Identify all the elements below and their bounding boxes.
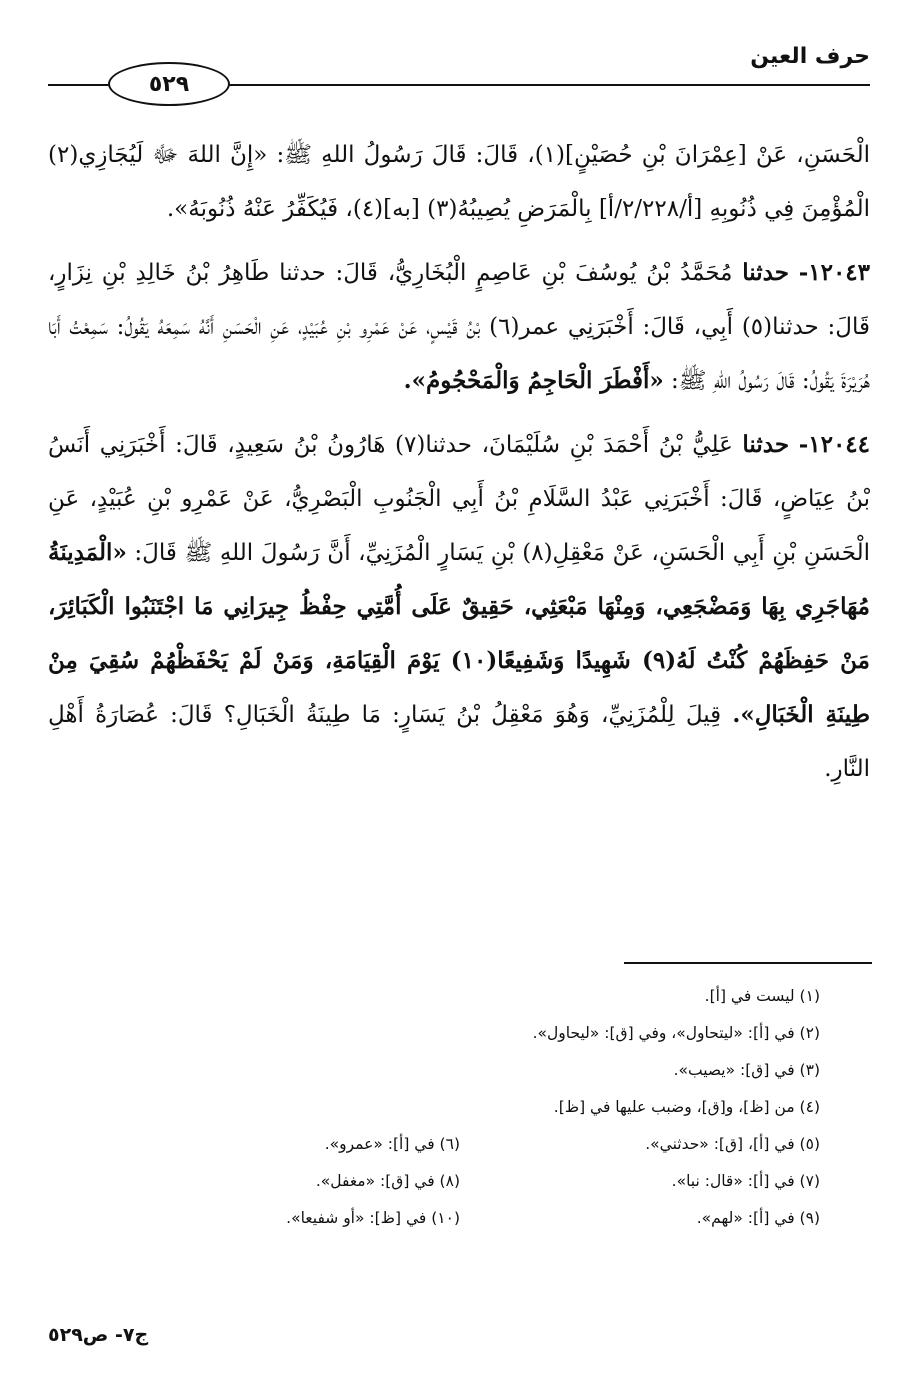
hadith-12044 <box>48 418 870 796</box>
hadith-quote: «أَفْطَرَ الْحَاجِمُ وَالْمَحْجُومُ». <box>403 367 664 394</box>
footnote-7: (٧) في [أ]: «قال: نبا». <box>671 1172 820 1190</box>
footnote-6: (٦) في [أ]: «عمرو». <box>324 1135 460 1153</box>
hadith-tail: قِيلَ لِلْمُزَنِيِّ، وَهُوَ مَعْقِلُ بْنُ يَسَارٍ: مَا طِينَةُ الْخَبَالِ؟ قَالَ: عُصَارَةُ أَهْلِ النَّارِ. <box>48 702 870 782</box>
footnote-8: (٨) في [ق]: «مغفل». <box>315 1172 460 1190</box>
footnote-4: (٤) من [ظ]، و[ق]، وضبب عليها في [ظ]. <box>553 1098 820 1116</box>
footnote-2: (٢) في [أ]: «ليتحاول»، وفي [ق]: «ليحاول». <box>532 1024 820 1042</box>
footnote-3: (٣) في [ق]: «يصيب». <box>673 1061 820 1079</box>
footnote-separator <box>624 962 872 964</box>
footnote-5: (٥) في [أ]، [ق]: «حدثني». <box>645 1135 820 1153</box>
hadith-lead: حدثنا <box>742 259 789 286</box>
footnote-row <box>90 1126 820 1163</box>
hadith-lead: حدثنا <box>742 431 790 458</box>
footnote-row <box>90 1163 820 1200</box>
paragraph-1 <box>48 128 870 236</box>
page-number-badge: ٥٢٩ <box>108 62 230 106</box>
hadith-number: ١٢٠٤٤- <box>798 431 871 458</box>
page-reference: ج٧- ص٥٢٩ <box>48 1324 149 1346</box>
footnote-9: (٩) في [أ]: «لهم». <box>696 1209 820 1227</box>
chapter-title: حرف العين <box>750 44 870 69</box>
hadith-number: ١٢٠٤٣- <box>798 259 871 286</box>
paragraph-1-text: الْحَسَنِ، عَنْ [عِمْرَانَ بْنِ حُصَيْنٍ](١)، قَالَ: قَالَ رَسُولُ اللهِ ﷺ: «إِنَّ اللهَ ﷻ لَيُجَازِي(٢) الْمُؤْمِنَ فِي ذُنُوبِهِ [أ/٢/٢٢٨/أ] بِالْمَرَضِ يُصِيبُهُ(٣) [به](٤)، فَيُكَفِّرُ عَنْهُ ذُنُوبَهُ». <box>48 142 870 222</box>
hadith-quote: «الْمَدِينَةُ مُهَاجَرِي بِهَا وَمَضْجَعِي، وَمِنْهَا مَبْعَثِي، حَقِيقٌ عَلَى أُمَّتِي حِفْظُ جِيرَانِي مَا اجْتَنَبُوا الْكَبَائِرَ، مَنْ حَفِظَهُمْ كُنْتُ لَهُ(٩) شَهِيدًا وَشَفِيعًا(١٠) يَوْمَ الْقِيَامَةِ، وَمَنْ لَمْ يَحْفَظْهُمْ سُقِيَ مِنْ طِينَةِ الْخَبَالِ». <box>48 539 871 728</box>
hadith-text: مُحَمَّدُ بْنُ يُوسُفَ بْنِ عَاصِمٍ الْبُخَارِيُّ، قَالَ: حدثنا طَاهِرُ بْنُ خَالِدِ بْنِ نِزَارٍ، قَالَ: حدثنا(٥) أَبِي، قَالَ: أَخْبَرَنِي عمر(٦) بْنُ قَيْسٍ، عَنْ عَمْرِو بْنِ عُبَيْدٍ، عَنِ الْحَسَنِ أَنَّهُ سَمِعَهُ يَقُولُ: سَمِعْتُ أَبَا هُرَيْرَةَ يَقُولُ: قَالَ رَسُولُ اللهِ ﷺ: <box>48 260 870 394</box>
footnotes <box>90 978 820 1237</box>
main-text <box>48 128 870 804</box>
page-header <box>48 44 870 100</box>
footnote-1: (١) ليست في [أ]. <box>704 987 820 1005</box>
footnote-10: (١٠) في [ظ]: «أو شفيعا». <box>286 1209 460 1227</box>
footnote-row <box>90 1200 820 1237</box>
hadith-text: عَلِيُّ بْنُ أَحْمَدَ بْنِ سُلَيْمَانَ، حدثنا(٧) هَارُونُ بْنُ سَعِيدٍ، قَالَ: أَخْبَرَنِي أَنَسُ بْنُ عِيَاضٍ، قَالَ: أَخْبَرَنِي عَبْدُ السَّلَامِ بْنُ أَبِي الْجَنُوبِ الْبَصْرِيُّ، عَنْ عَمْرِو بْنِ عُبَيْدٍ، عَنِ الْحَسَنِ بْنِ أَبِي الْحَسَنِ، عَنْ مَعْقِلِ(٨) بْنِ يَسَارٍ الْمُزَنِيِّ، أَنَّ رَسُولَ اللهِ ﷺ قَالَ: <box>48 432 870 566</box>
hadith-12043 <box>48 246 870 408</box>
